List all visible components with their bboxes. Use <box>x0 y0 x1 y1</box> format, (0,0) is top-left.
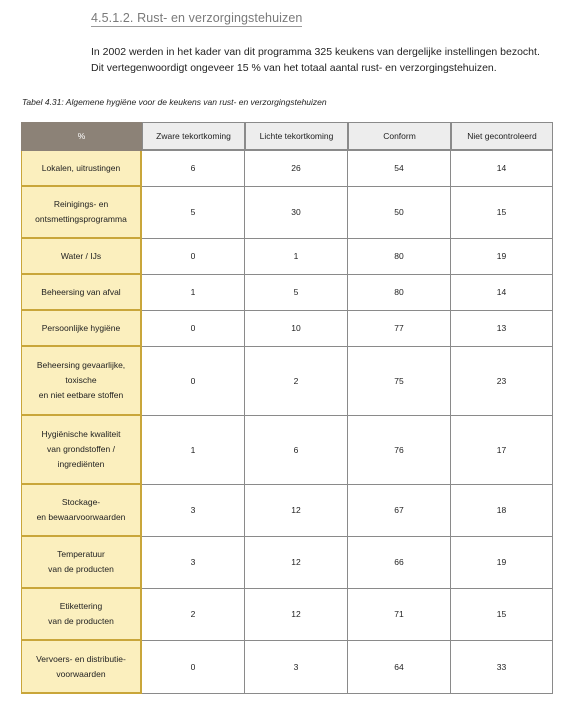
row-label <box>21 589 142 641</box>
cell-value: 77 <box>348 311 451 347</box>
row-label-line: toxische <box>65 375 97 385</box>
row-label <box>21 275 142 311</box>
row-label-line: van grondstoffen / <box>47 444 115 454</box>
table-body <box>21 151 553 694</box>
row-label-line: Beheersing van afval <box>41 286 121 297</box>
cell-value: 14 <box>451 151 553 187</box>
header-niet-gecontroleerd: Niet gecontroleerd <box>451 122 553 151</box>
row-label-line: Hygiënische kwaliteit <box>41 429 121 439</box>
header-lichte-tekortkoming: Lichte tekortkoming <box>245 122 348 151</box>
table-row <box>21 187 553 239</box>
cell-value: 12 <box>245 485 348 537</box>
row-label-line: van de producten <box>48 616 114 626</box>
cell-value: 5 <box>142 187 245 239</box>
cell-value: 6 <box>245 416 348 485</box>
cell-value: 23 <box>451 347 553 416</box>
cell-value: 0 <box>142 239 245 275</box>
row-label-line: Stockage- <box>61 497 101 507</box>
intro-paragraph <box>91 44 551 76</box>
header-conform: Conform <box>348 122 451 151</box>
row-label <box>21 239 142 275</box>
cell-value: 0 <box>142 347 245 416</box>
cell-value: 71 <box>348 589 451 641</box>
table-row <box>21 275 553 311</box>
table-caption: Tabel 4.31: Algemene hygiëne voor de keukens van rust- en verzorgingstehuizen <box>22 97 327 107</box>
row-label-line: ontsmettingsprogramma <box>35 214 127 224</box>
row-label-line: voorwaarden <box>56 668 106 679</box>
cell-value: 30 <box>245 187 348 239</box>
row-label-line: Beheersing gevaarlijke, <box>36 360 126 370</box>
table-row <box>21 537 553 589</box>
cell-value: 1 <box>245 239 348 275</box>
cell-value: 19 <box>451 239 553 275</box>
row-label-line: Water / IJs <box>60 250 102 261</box>
cell-value: 15 <box>451 589 553 641</box>
row-label-line: van de producten <box>48 564 114 574</box>
table-row <box>21 239 553 275</box>
header-zware-tekortkoming: Zware tekortkoming <box>142 122 245 151</box>
cell-value: 76 <box>348 416 451 485</box>
cell-value: 33 <box>451 641 553 694</box>
cell-value: 19 <box>451 537 553 589</box>
row-label-line: Temperatuur <box>57 549 105 559</box>
cell-value: 75 <box>348 347 451 416</box>
cell-value: 1 <box>142 275 245 311</box>
cell-value: 15 <box>451 187 553 239</box>
table-row <box>21 311 553 347</box>
cell-value: 1 <box>142 416 245 485</box>
row-label <box>21 537 142 589</box>
cell-value: 12 <box>245 589 348 641</box>
cell-value: 3 <box>142 537 245 589</box>
table-header <box>21 122 553 151</box>
cell-value: 26 <box>245 151 348 187</box>
cell-value: 80 <box>348 239 451 275</box>
intro-line-2: Dit vertegenwoordigt ongeveer 15 % van het totaal aantal rust- en verzorgingstehuizen. <box>91 62 497 74</box>
intro-line-1: In 2002 werden in het kader van dit programma 325 keukens van dergelijke instellingen bezocht. <box>91 46 540 58</box>
cell-value: 66 <box>348 537 451 589</box>
table-row <box>21 416 553 485</box>
row-label <box>21 347 142 416</box>
row-label <box>21 641 142 694</box>
cell-value: 10 <box>245 311 348 347</box>
row-label <box>21 311 142 347</box>
hygiene-table <box>21 122 553 694</box>
row-label-line: Lokalen, uitrustingen <box>41 162 121 173</box>
cell-value: 54 <box>348 151 451 187</box>
cell-value: 5 <box>245 275 348 311</box>
cell-value: 2 <box>142 589 245 641</box>
table-row <box>21 641 553 694</box>
cell-value: 2 <box>245 347 348 416</box>
cell-value: 3 <box>142 485 245 537</box>
row-label-line: Persoonlijke hygiëne <box>41 322 121 333</box>
table-row <box>21 589 553 641</box>
row-label-line: Etikettering <box>59 601 103 611</box>
cell-value: 80 <box>348 275 451 311</box>
cell-value: 14 <box>451 275 553 311</box>
row-label <box>21 485 142 537</box>
row-label-line: en niet eetbare stoffen <box>38 390 124 400</box>
row-label-line: Vervoers- en distributie- <box>36 653 126 664</box>
cell-value: 0 <box>142 311 245 347</box>
header-corner: % <box>21 122 142 151</box>
row-label <box>21 416 142 485</box>
cell-value: 0 <box>142 641 245 694</box>
table-row <box>21 485 553 537</box>
section-title: 4.5.1.2. Rust- en verzorgingstehuizen <box>91 11 303 25</box>
row-label <box>21 187 142 239</box>
cell-value: 6 <box>142 151 245 187</box>
row-label-line: Reinigings- en <box>53 199 109 209</box>
table-row <box>21 347 553 416</box>
cell-value: 17 <box>451 416 553 485</box>
row-label-line: en bewaarvoorwaarden <box>36 512 126 522</box>
cell-value: 67 <box>348 485 451 537</box>
table-row <box>21 151 553 187</box>
cell-value: 3 <box>245 641 348 694</box>
cell-value: 12 <box>245 537 348 589</box>
cell-value: 18 <box>451 485 553 537</box>
cell-value: 50 <box>348 187 451 239</box>
row-label <box>21 151 142 187</box>
cell-value: 64 <box>348 641 451 694</box>
cell-value: 13 <box>451 311 553 347</box>
row-label-line: ingrediënten <box>57 459 105 469</box>
